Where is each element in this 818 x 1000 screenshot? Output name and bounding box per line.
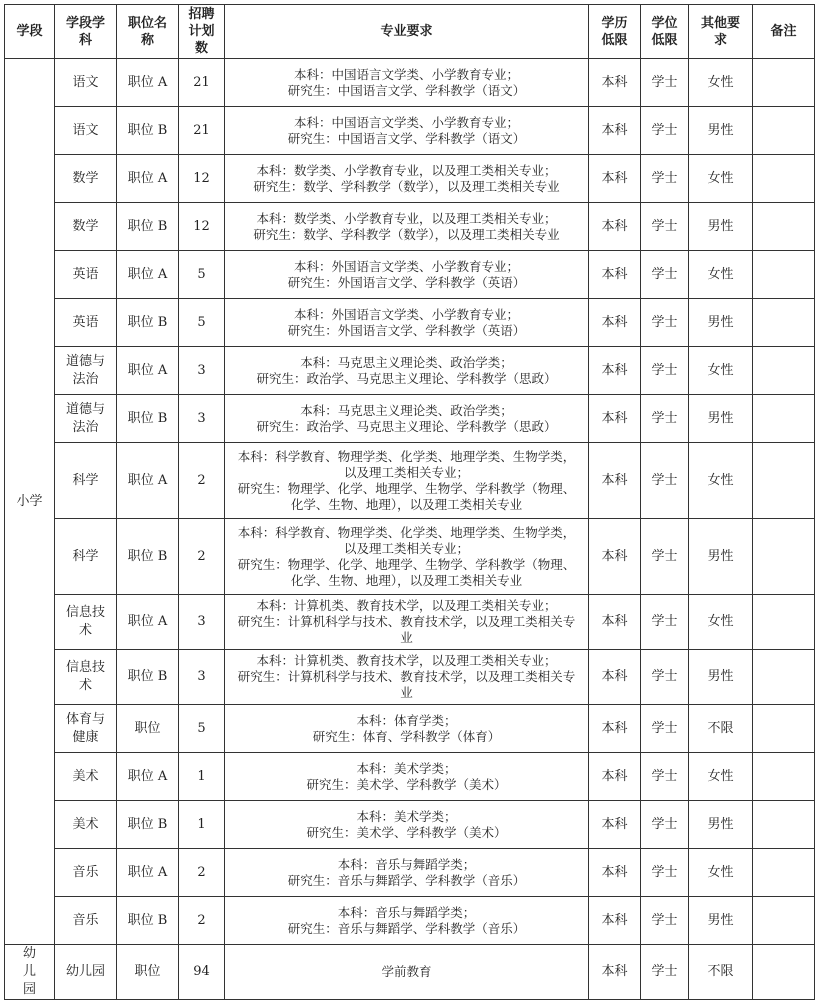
cell-other-requirement: 女性 xyxy=(689,753,753,801)
table-row xyxy=(5,945,815,1000)
cell-plan-count: 12 xyxy=(179,155,225,203)
cell-major-requirement xyxy=(225,347,589,395)
cell-education: 本科 xyxy=(589,59,641,107)
cell-other-requirement: 女性 xyxy=(689,595,753,650)
cell-position: 职位 B xyxy=(117,203,179,251)
cell-plan-count: 5 xyxy=(179,299,225,347)
requirement-line: 本科：计算机类、教育技术学，以及理工类相关专业； xyxy=(256,653,557,668)
table-row xyxy=(5,347,815,395)
cell-degree: 学士 xyxy=(641,299,689,347)
cell-position: 职位 B xyxy=(117,650,179,705)
requirement-line: 研究生：美术学、学科教学（美术） xyxy=(306,824,507,840)
cell-major-requirement xyxy=(225,155,589,203)
header-position: 职位名称 xyxy=(117,5,179,59)
cell-position: 职位 B xyxy=(117,395,179,443)
cell-plan-count: 5 xyxy=(179,251,225,299)
cell-plan-count: 94 xyxy=(179,945,225,1000)
cell-degree: 学士 xyxy=(641,155,689,203)
cell-note xyxy=(753,705,815,753)
cell-stage: 幼儿园 xyxy=(5,945,55,1000)
cell-subject: 幼儿园 xyxy=(55,945,117,1000)
table-row xyxy=(5,519,815,595)
requirement-line: 研究生：政治学、马克思主义理论、学科教学（思政） xyxy=(256,370,557,386)
table-row xyxy=(5,443,815,519)
cell-education: 本科 xyxy=(589,299,641,347)
requirement-line: 本科：中国语言文学类、小学教育专业； xyxy=(293,114,519,130)
requirement-line: 研究生：数学、学科教学（数学），以及理工类相关专业 xyxy=(253,178,560,194)
cell-major-requirement xyxy=(225,849,589,897)
cell-subject: 体育与健康 xyxy=(55,705,117,753)
requirement-line: 学前教育 xyxy=(381,964,432,979)
cell-major-requirement xyxy=(225,59,589,107)
cell-position: 职位 A xyxy=(117,753,179,801)
cell-major-requirement xyxy=(225,443,589,519)
cell-subject: 科学 xyxy=(55,443,117,519)
cell-major-requirement xyxy=(225,650,589,705)
cell-education: 本科 xyxy=(589,801,641,849)
cell-major-requirement xyxy=(225,395,589,443)
cell-note xyxy=(753,595,815,650)
cell-note xyxy=(753,251,815,299)
cell-note xyxy=(753,299,815,347)
requirement-line: 研究生：物理学、化学、地理学、生物学、学科教学（物理、化学、生物、地理），以及理工类相关专业 xyxy=(237,480,576,512)
cell-major-requirement xyxy=(225,801,589,849)
cell-education: 本科 xyxy=(589,705,641,753)
cell-position: 职位 B xyxy=(117,897,179,945)
table-row xyxy=(5,251,815,299)
header-other-requirement: 其他要求 xyxy=(689,5,753,59)
header-row xyxy=(5,5,815,59)
cell-other-requirement: 女性 xyxy=(689,59,753,107)
table-row xyxy=(5,705,815,753)
requirement-line: 研究生：外国语言文学、学科教学（英语） xyxy=(287,322,526,338)
table-row xyxy=(5,897,815,945)
requirement-line: 研究生：中国语言文学、学科教学（语文） xyxy=(287,130,526,146)
cell-major-requirement xyxy=(225,519,589,595)
cell-position: 职位 A xyxy=(117,849,179,897)
cell-major-requirement xyxy=(225,299,589,347)
table-row xyxy=(5,753,815,801)
cell-note xyxy=(753,519,815,595)
cell-education: 本科 xyxy=(589,595,641,650)
cell-note xyxy=(753,155,815,203)
cell-note xyxy=(753,849,815,897)
requirement-line: 本科：美术学类； xyxy=(356,760,457,776)
cell-subject: 科学 xyxy=(55,519,117,595)
cell-education: 本科 xyxy=(589,347,641,395)
cell-other-requirement: 不限 xyxy=(689,705,753,753)
cell-major-requirement xyxy=(225,251,589,299)
requirement-line: 研究生：外国语言文学、学科教学（英语） xyxy=(287,274,526,290)
cell-subject: 美术 xyxy=(55,753,117,801)
cell-degree: 学士 xyxy=(641,519,689,595)
cell-plan-count: 1 xyxy=(179,801,225,849)
cell-degree: 学士 xyxy=(641,650,689,705)
cell-degree: 学士 xyxy=(641,203,689,251)
cell-other-requirement: 女性 xyxy=(689,443,753,519)
cell-note xyxy=(753,897,815,945)
header-stage: 学段 xyxy=(5,5,55,59)
cell-note xyxy=(753,801,815,849)
cell-degree: 学士 xyxy=(641,753,689,801)
cell-major-requirement xyxy=(225,897,589,945)
requirement-line: 本科：体育学类； xyxy=(356,712,457,728)
cell-note xyxy=(753,443,815,519)
table-row xyxy=(5,299,815,347)
cell-major-requirement xyxy=(225,203,589,251)
cell-degree: 学士 xyxy=(641,705,689,753)
table-row xyxy=(5,395,815,443)
requirement-line: 研究生：物理学、化学、地理学、生物学、学科教学（物理、化学、生物、地理），以及理工类相关专业 xyxy=(237,556,576,588)
cell-note xyxy=(753,347,815,395)
cell-subject: 道德与法治 xyxy=(55,347,117,395)
cell-education: 本科 xyxy=(589,203,641,251)
cell-degree: 学士 xyxy=(641,251,689,299)
cell-education: 本科 xyxy=(589,945,641,1000)
cell-degree: 学士 xyxy=(641,595,689,650)
cell-education: 本科 xyxy=(589,753,641,801)
cell-plan-count: 3 xyxy=(179,347,225,395)
cell-position: 职位 xyxy=(117,945,179,1000)
cell-note xyxy=(753,650,815,705)
cell-major-requirement xyxy=(225,107,589,155)
cell-other-requirement: 男性 xyxy=(689,203,753,251)
requirement-line: 本科：外国语言文学类、小学教育专业； xyxy=(293,258,519,274)
cell-position: 职位 xyxy=(117,705,179,753)
cell-plan-count: 21 xyxy=(179,59,225,107)
requirement-line: 本科：外国语言文学类、小学教育专业； xyxy=(293,306,519,322)
recruitment-table xyxy=(4,4,815,1000)
cell-other-requirement: 男性 xyxy=(689,395,753,443)
cell-subject: 美术 xyxy=(55,801,117,849)
cell-subject: 信息技术 xyxy=(55,650,117,705)
cell-subject: 道德与法治 xyxy=(55,395,117,443)
requirement-line: 本科：音乐与舞蹈学类； xyxy=(337,904,476,920)
cell-subject: 语文 xyxy=(55,107,117,155)
cell-other-requirement: 女性 xyxy=(689,347,753,395)
header-education: 学历低限 xyxy=(589,5,641,59)
cell-degree: 学士 xyxy=(641,945,689,1000)
header-major-requirement: 专业要求 xyxy=(225,5,589,59)
cell-education: 本科 xyxy=(589,395,641,443)
requirement-line: 本科：马克思主义理论类、政治学类； xyxy=(300,402,513,418)
cell-position: 职位 A xyxy=(117,251,179,299)
cell-position: 职位 B xyxy=(117,519,179,595)
cell-degree: 学士 xyxy=(641,59,689,107)
header-subject: 学段学科 xyxy=(55,5,117,59)
cell-degree: 学士 xyxy=(641,107,689,155)
cell-subject: 英语 xyxy=(55,299,117,347)
cell-education: 本科 xyxy=(589,650,641,705)
table-row xyxy=(5,849,815,897)
cell-degree: 学士 xyxy=(641,897,689,945)
requirement-line: 本科：数学类、小学教育专业，以及理工类相关专业； xyxy=(256,162,557,178)
cell-subject: 音乐 xyxy=(55,849,117,897)
cell-plan-count: 3 xyxy=(179,595,225,650)
table-row xyxy=(5,59,815,107)
cell-other-requirement: 女性 xyxy=(689,155,753,203)
requirement-line: 研究生：音乐与舞蹈学、学科教学（音乐） xyxy=(287,920,526,936)
cell-note xyxy=(753,107,815,155)
cell-note xyxy=(753,203,815,251)
cell-degree: 学士 xyxy=(641,347,689,395)
cell-major-requirement xyxy=(225,595,589,650)
cell-major-requirement xyxy=(225,753,589,801)
cell-degree: 学士 xyxy=(641,849,689,897)
cell-position: 职位 A xyxy=(117,59,179,107)
requirement-line: 研究生：计算机科学与技术、教育技术学，以及理工类相关专业 xyxy=(237,669,576,700)
requirement-line: 研究生：美术学、学科教学（美术） xyxy=(306,776,507,792)
requirement-line: 本科：计算机类、教育技术学，以及理工类相关专业； xyxy=(256,598,557,613)
table-row xyxy=(5,595,815,650)
requirement-line: 本科：音乐与舞蹈学类； xyxy=(337,856,476,872)
cell-note xyxy=(753,945,815,1000)
table-row xyxy=(5,107,815,155)
cell-education: 本科 xyxy=(589,519,641,595)
cell-position: 职位 A xyxy=(117,347,179,395)
cell-subject: 信息技术 xyxy=(55,595,117,650)
cell-position: 职位 B xyxy=(117,801,179,849)
cell-position: 职位 B xyxy=(117,299,179,347)
requirement-line: 研究生：数学、学科教学（数学），以及理工类相关专业 xyxy=(253,226,560,242)
requirement-line: 研究生：政治学、马克思主义理论、学科教学（思政） xyxy=(256,418,557,434)
cell-education: 本科 xyxy=(589,849,641,897)
header-plan-count: 招聘计划数 xyxy=(179,5,225,59)
cell-position: 职位 A xyxy=(117,443,179,519)
cell-other-requirement: 男性 xyxy=(689,801,753,849)
cell-plan-count: 3 xyxy=(179,395,225,443)
table-row xyxy=(5,801,815,849)
cell-note xyxy=(753,395,815,443)
cell-plan-count: 2 xyxy=(179,443,225,519)
cell-education: 本科 xyxy=(589,155,641,203)
cell-degree: 学士 xyxy=(641,443,689,519)
requirement-line: 本科：中国语言文学类、小学教育专业； xyxy=(293,66,519,82)
cell-plan-count: 12 xyxy=(179,203,225,251)
cell-degree: 学士 xyxy=(641,801,689,849)
cell-plan-count: 2 xyxy=(179,849,225,897)
cell-subject: 英语 xyxy=(55,251,117,299)
cell-major-requirement xyxy=(225,705,589,753)
cell-other-requirement: 不限 xyxy=(689,945,753,1000)
requirement-line: 研究生：计算机科学与技术、教育技术学，以及理工类相关专业 xyxy=(237,614,576,645)
cell-plan-count: 2 xyxy=(179,519,225,595)
cell-other-requirement: 男性 xyxy=(689,519,753,595)
cell-note xyxy=(753,753,815,801)
table-body xyxy=(5,59,815,1000)
requirement-line: 研究生：音乐与舞蹈学、学科教学（音乐） xyxy=(287,872,526,888)
cell-subject: 数学 xyxy=(55,203,117,251)
requirement-line: 本科：数学类、小学教育专业，以及理工类相关专业； xyxy=(256,210,557,226)
table-row xyxy=(5,155,815,203)
cell-note xyxy=(753,59,815,107)
cell-degree: 学士 xyxy=(641,395,689,443)
table-row xyxy=(5,203,815,251)
cell-plan-count: 21 xyxy=(179,107,225,155)
cell-plan-count: 5 xyxy=(179,705,225,753)
cell-education: 本科 xyxy=(589,107,641,155)
requirement-line: 本科：马克思主义理论类、政治学类； xyxy=(300,354,513,370)
cell-other-requirement: 男性 xyxy=(689,650,753,705)
cell-stage: 小学 xyxy=(5,59,55,945)
cell-position: 职位 A xyxy=(117,155,179,203)
cell-other-requirement: 女性 xyxy=(689,849,753,897)
cell-subject: 语文 xyxy=(55,59,117,107)
cell-plan-count: 3 xyxy=(179,650,225,705)
requirement-line: 研究生：中国语言文学、学科教学（语文） xyxy=(287,82,526,98)
cell-subject: 数学 xyxy=(55,155,117,203)
cell-major-requirement xyxy=(225,945,589,1000)
cell-other-requirement: 男性 xyxy=(689,107,753,155)
cell-education: 本科 xyxy=(589,897,641,945)
requirement-line: 研究生：体育、学科教学（体育） xyxy=(312,728,501,744)
requirement-line: 本科：美术学类； xyxy=(356,808,457,824)
header-note: 备注 xyxy=(753,5,815,59)
requirement-line: 本科：科学教育、物理学类、化学类、地理学类、生物学类，以及理工类相关专业； xyxy=(237,448,576,480)
cell-education: 本科 xyxy=(589,251,641,299)
cell-other-requirement: 男性 xyxy=(689,897,753,945)
cell-position: 职位 A xyxy=(117,595,179,650)
cell-other-requirement: 女性 xyxy=(689,251,753,299)
cell-plan-count: 1 xyxy=(179,753,225,801)
header-degree: 学位低限 xyxy=(641,5,689,59)
requirement-line: 本科：科学教育、物理学类、化学类、地理学类、生物学类，以及理工类相关专业； xyxy=(237,524,576,556)
cell-position: 职位 B xyxy=(117,107,179,155)
cell-education: 本科 xyxy=(589,443,641,519)
table-row xyxy=(5,650,815,705)
cell-plan-count: 2 xyxy=(179,897,225,945)
cell-subject: 音乐 xyxy=(55,897,117,945)
cell-other-requirement: 男性 xyxy=(689,299,753,347)
